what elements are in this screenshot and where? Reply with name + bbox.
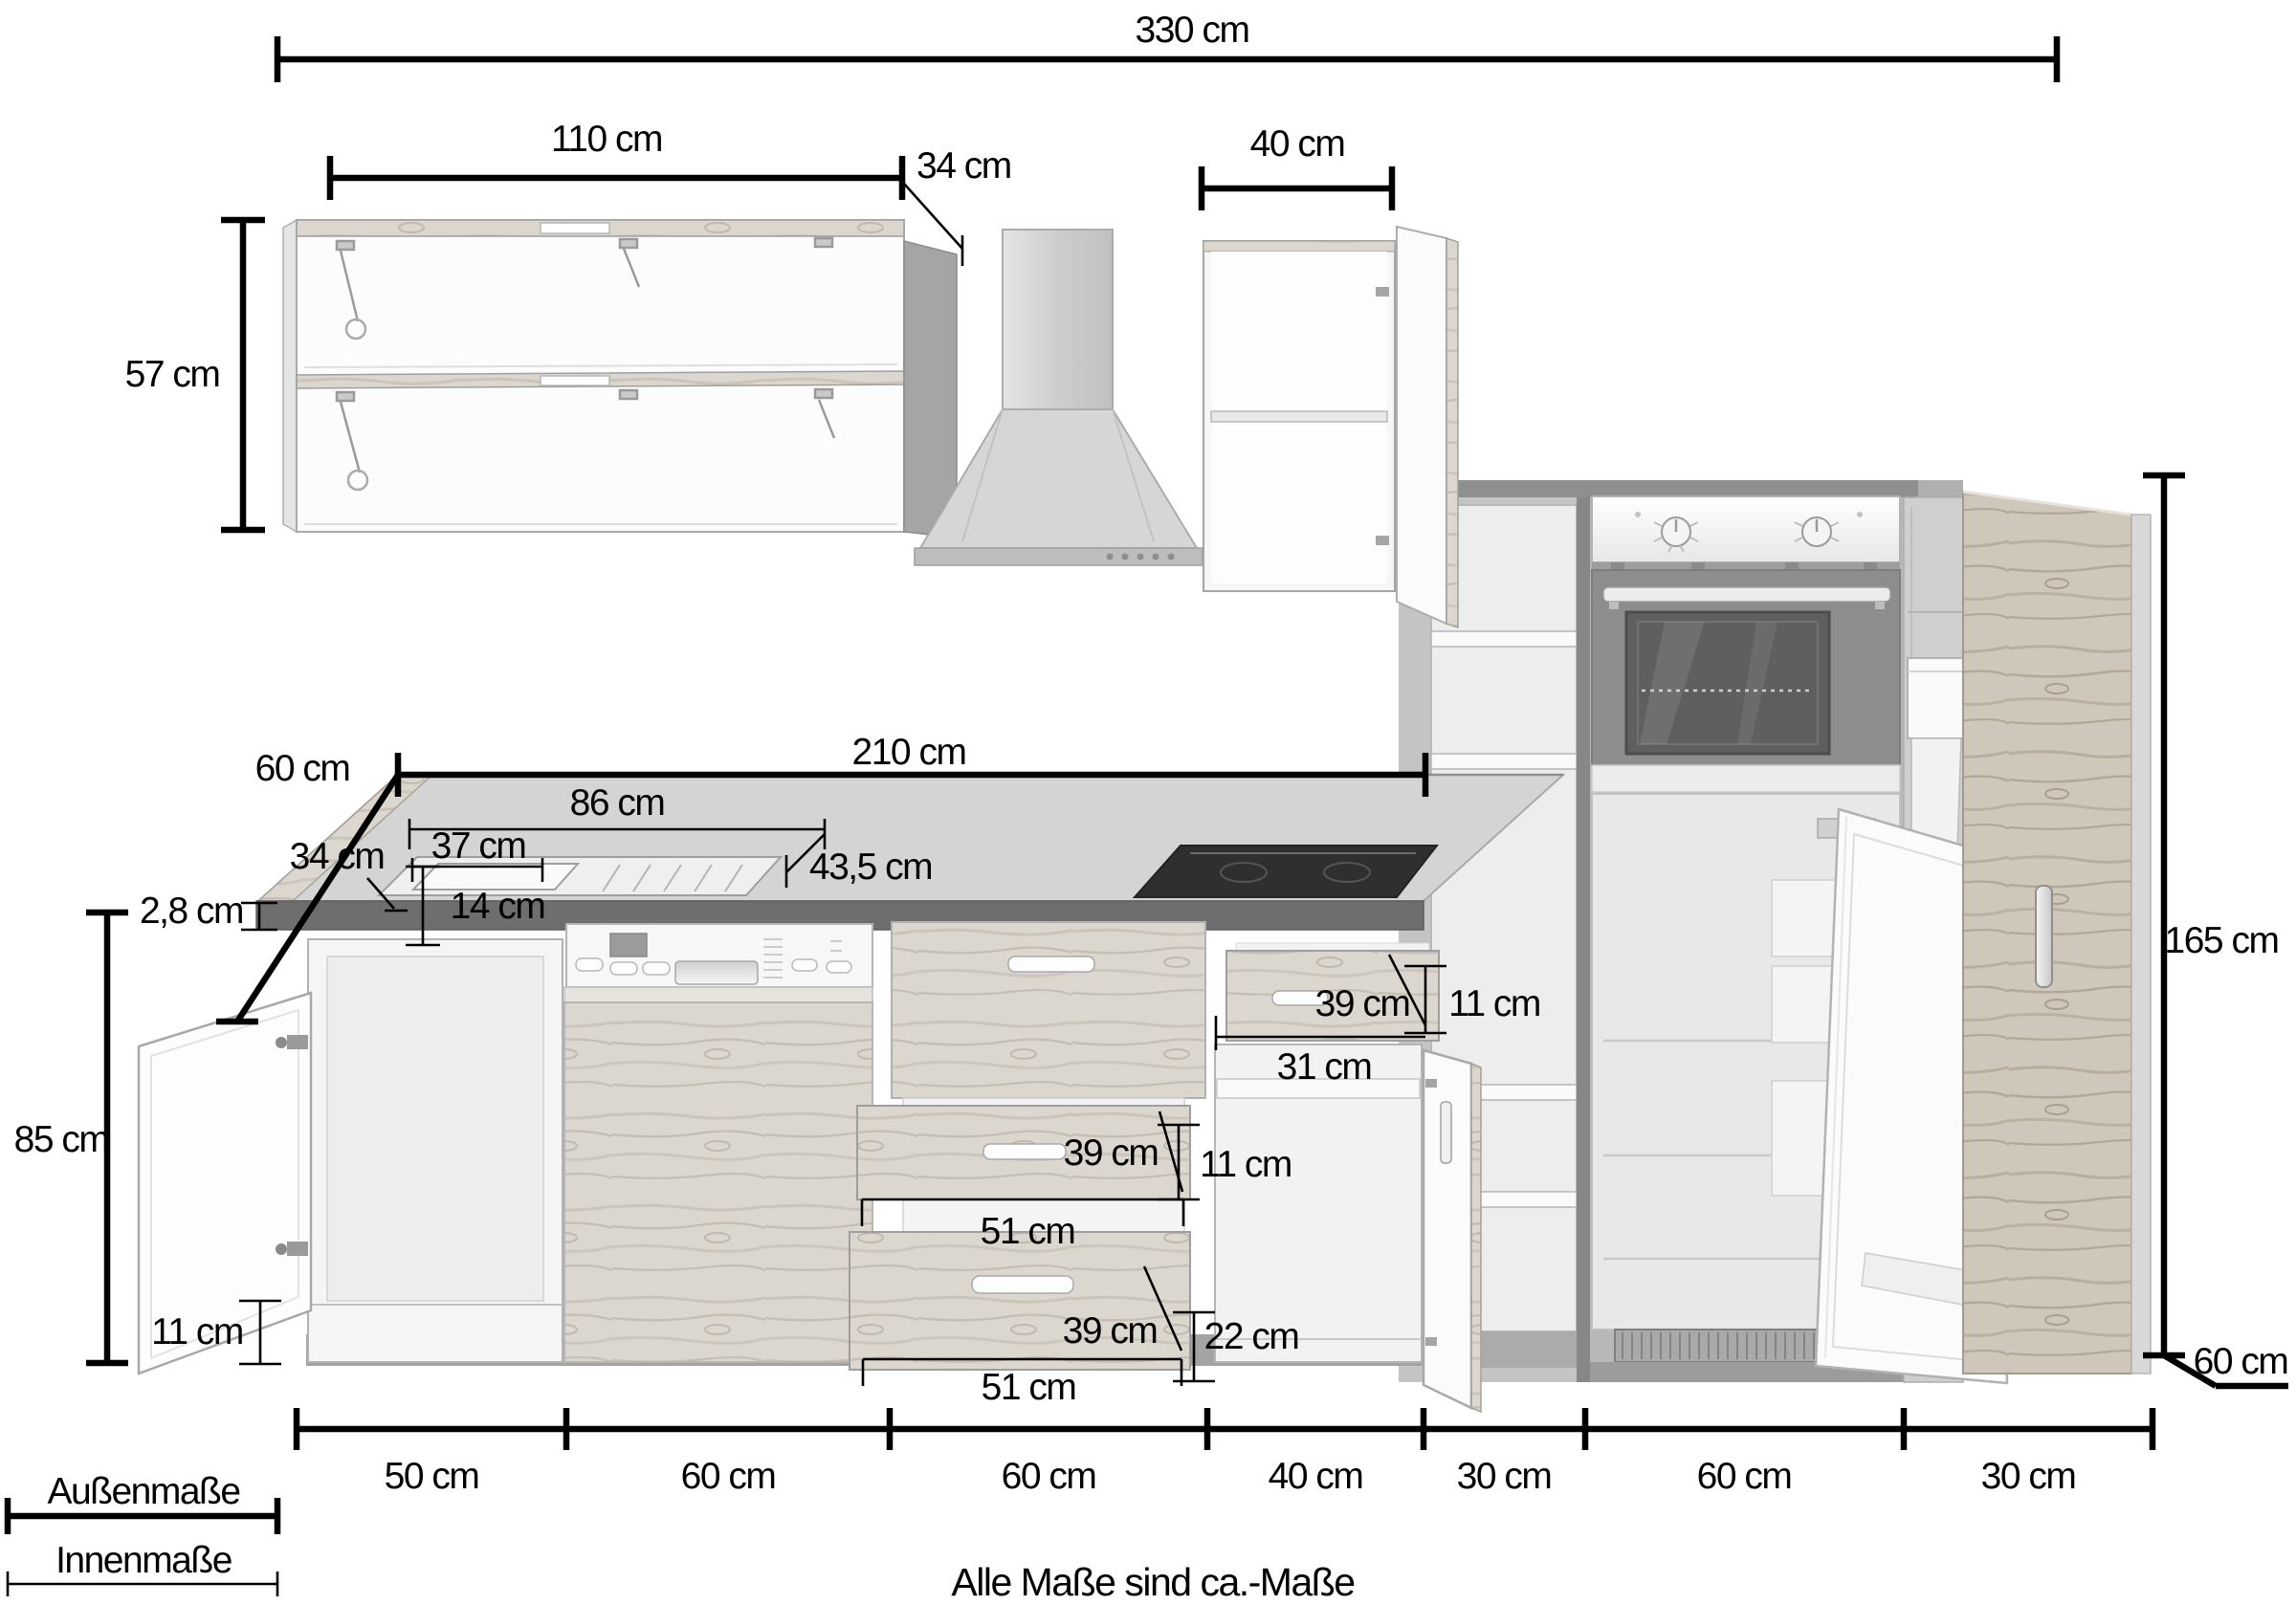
dim-label: 43,5 cm bbox=[808, 846, 933, 888]
segment-label: 60 cm bbox=[1696, 1456, 1792, 1497]
dim-label: 85 cm bbox=[13, 1119, 109, 1160]
dim-label: 60 cm bbox=[254, 748, 350, 789]
dishwasher-display bbox=[610, 934, 647, 956]
dim-wall-height bbox=[125, 220, 265, 530]
shelf-board bbox=[1431, 631, 1577, 647]
dim-bottom-scale bbox=[297, 1408, 2152, 1497]
door-side-sliver bbox=[2131, 515, 2151, 1374]
built-in-oven bbox=[1592, 496, 1900, 792]
dim-label: 11 cm bbox=[1200, 1144, 1292, 1185]
dishwasher bbox=[564, 924, 872, 1362]
hinge bbox=[1425, 1337, 1437, 1346]
segment-label: 60 cm bbox=[1001, 1456, 1096, 1497]
dim-label: 110 cm bbox=[551, 119, 662, 160]
dim-label: 40 cm bbox=[1249, 123, 1345, 165]
drawer-handle bbox=[1008, 956, 1094, 972]
dim-label: 39 cm bbox=[1062, 1310, 1158, 1352]
dim-tall-height bbox=[2143, 475, 2278, 1355]
legend bbox=[8, 1471, 277, 1596]
hinge bbox=[1425, 1079, 1437, 1088]
dim-total-width bbox=[277, 10, 2057, 82]
open-door bbox=[1397, 227, 1446, 624]
legend-inner-label: Innenmaße bbox=[55, 1540, 232, 1581]
dishwasher-furniture-door bbox=[564, 1002, 872, 1362]
footer-note: Alle Maße sind ca.-Maße bbox=[951, 1560, 1355, 1604]
legend-outer-label: Außenmaße bbox=[47, 1471, 240, 1512]
dim-label: 34 cm bbox=[916, 145, 1011, 187]
oven-control-panel bbox=[1592, 496, 1900, 562]
dim-label: 22 cm bbox=[1203, 1316, 1299, 1357]
dim-hood-cabinet bbox=[1202, 123, 1392, 210]
open-door-oak-edge bbox=[1446, 238, 1458, 627]
hinge bbox=[1376, 536, 1389, 545]
segment-label: 30 cm bbox=[1980, 1456, 2076, 1497]
flap-latch bbox=[541, 223, 609, 233]
shelf-board bbox=[1431, 754, 1577, 769]
tall-divider-panel bbox=[1577, 497, 1590, 1382]
wall-cabinet-left-edge bbox=[283, 220, 297, 532]
wall-cabinet-side-panel bbox=[904, 241, 957, 538]
dim-label: 210 cm bbox=[851, 732, 966, 773]
oven-mount-strip bbox=[1592, 562, 1900, 570]
tall-top-band bbox=[1399, 480, 1918, 497]
drawer-handle bbox=[972, 1276, 1073, 1293]
dim-label: 57 cm bbox=[124, 354, 220, 395]
hood-canopy bbox=[920, 409, 1197, 548]
dim-label: 37 cm bbox=[430, 825, 526, 867]
segment-label: 60 cm bbox=[680, 1456, 776, 1497]
open-door-oak-edge bbox=[1471, 1064, 1481, 1412]
cabinet-shelf bbox=[1211, 411, 1387, 422]
dim-label: 34 cm bbox=[289, 836, 385, 877]
door-handle bbox=[1441, 1102, 1451, 1163]
dim-wall-run bbox=[330, 119, 902, 200]
drawer-top-front bbox=[892, 922, 1205, 1098]
hinge bbox=[1376, 287, 1389, 297]
internal-drawer-box bbox=[1908, 658, 1963, 738]
wall-cabinet-40 bbox=[1203, 227, 1458, 627]
drawer-handle bbox=[983, 1144, 1066, 1159]
dishwasher-handle-recess bbox=[675, 961, 758, 984]
sink-base-cabinet bbox=[139, 939, 563, 1374]
dim-label: 39 cm bbox=[1063, 1132, 1159, 1174]
oven-bottom-trim bbox=[1592, 765, 1900, 792]
dim-label: 31 cm bbox=[1276, 1046, 1372, 1088]
flap-latch bbox=[541, 376, 609, 385]
hood-chimney bbox=[1003, 230, 1113, 409]
segment-label: 40 cm bbox=[1268, 1456, 1363, 1497]
oven-handle bbox=[1603, 587, 1890, 602]
dim-label: 330 cm bbox=[1135, 10, 1249, 51]
dim-label: 14 cm bbox=[450, 886, 545, 927]
dim-label: 165 cm bbox=[2164, 920, 2279, 961]
cabinet-top-edge bbox=[1203, 241, 1395, 252]
dim-label: 2,8 cm bbox=[139, 890, 244, 932]
dim-base-height bbox=[14, 912, 128, 1363]
segment-label: 30 cm bbox=[1456, 1456, 1552, 1497]
range-hood bbox=[915, 230, 1203, 565]
cabinet-back bbox=[327, 956, 543, 1301]
wall-cabinets bbox=[283, 220, 957, 538]
dim-label: 86 cm bbox=[569, 782, 665, 824]
dim-label: 39 cm bbox=[1314, 983, 1410, 1024]
dim-label: 60 cm bbox=[2193, 1341, 2288, 1382]
hood-base-rim bbox=[915, 548, 1203, 565]
cooktop bbox=[1135, 846, 1437, 897]
internal-drawer-front bbox=[1911, 738, 1961, 847]
door-handle bbox=[2036, 886, 2052, 987]
dim-label: 11 cm bbox=[151, 1311, 243, 1352]
dim-label: 51 cm bbox=[980, 1211, 1075, 1252]
dim-label: 11 cm bbox=[1448, 983, 1540, 1024]
dim-tall-depth bbox=[2164, 1341, 2288, 1386]
segment-label: 50 cm bbox=[384, 1456, 479, 1497]
tall-oak-door-open bbox=[1963, 492, 2151, 1374]
dim-label: 51 cm bbox=[981, 1367, 1076, 1408]
